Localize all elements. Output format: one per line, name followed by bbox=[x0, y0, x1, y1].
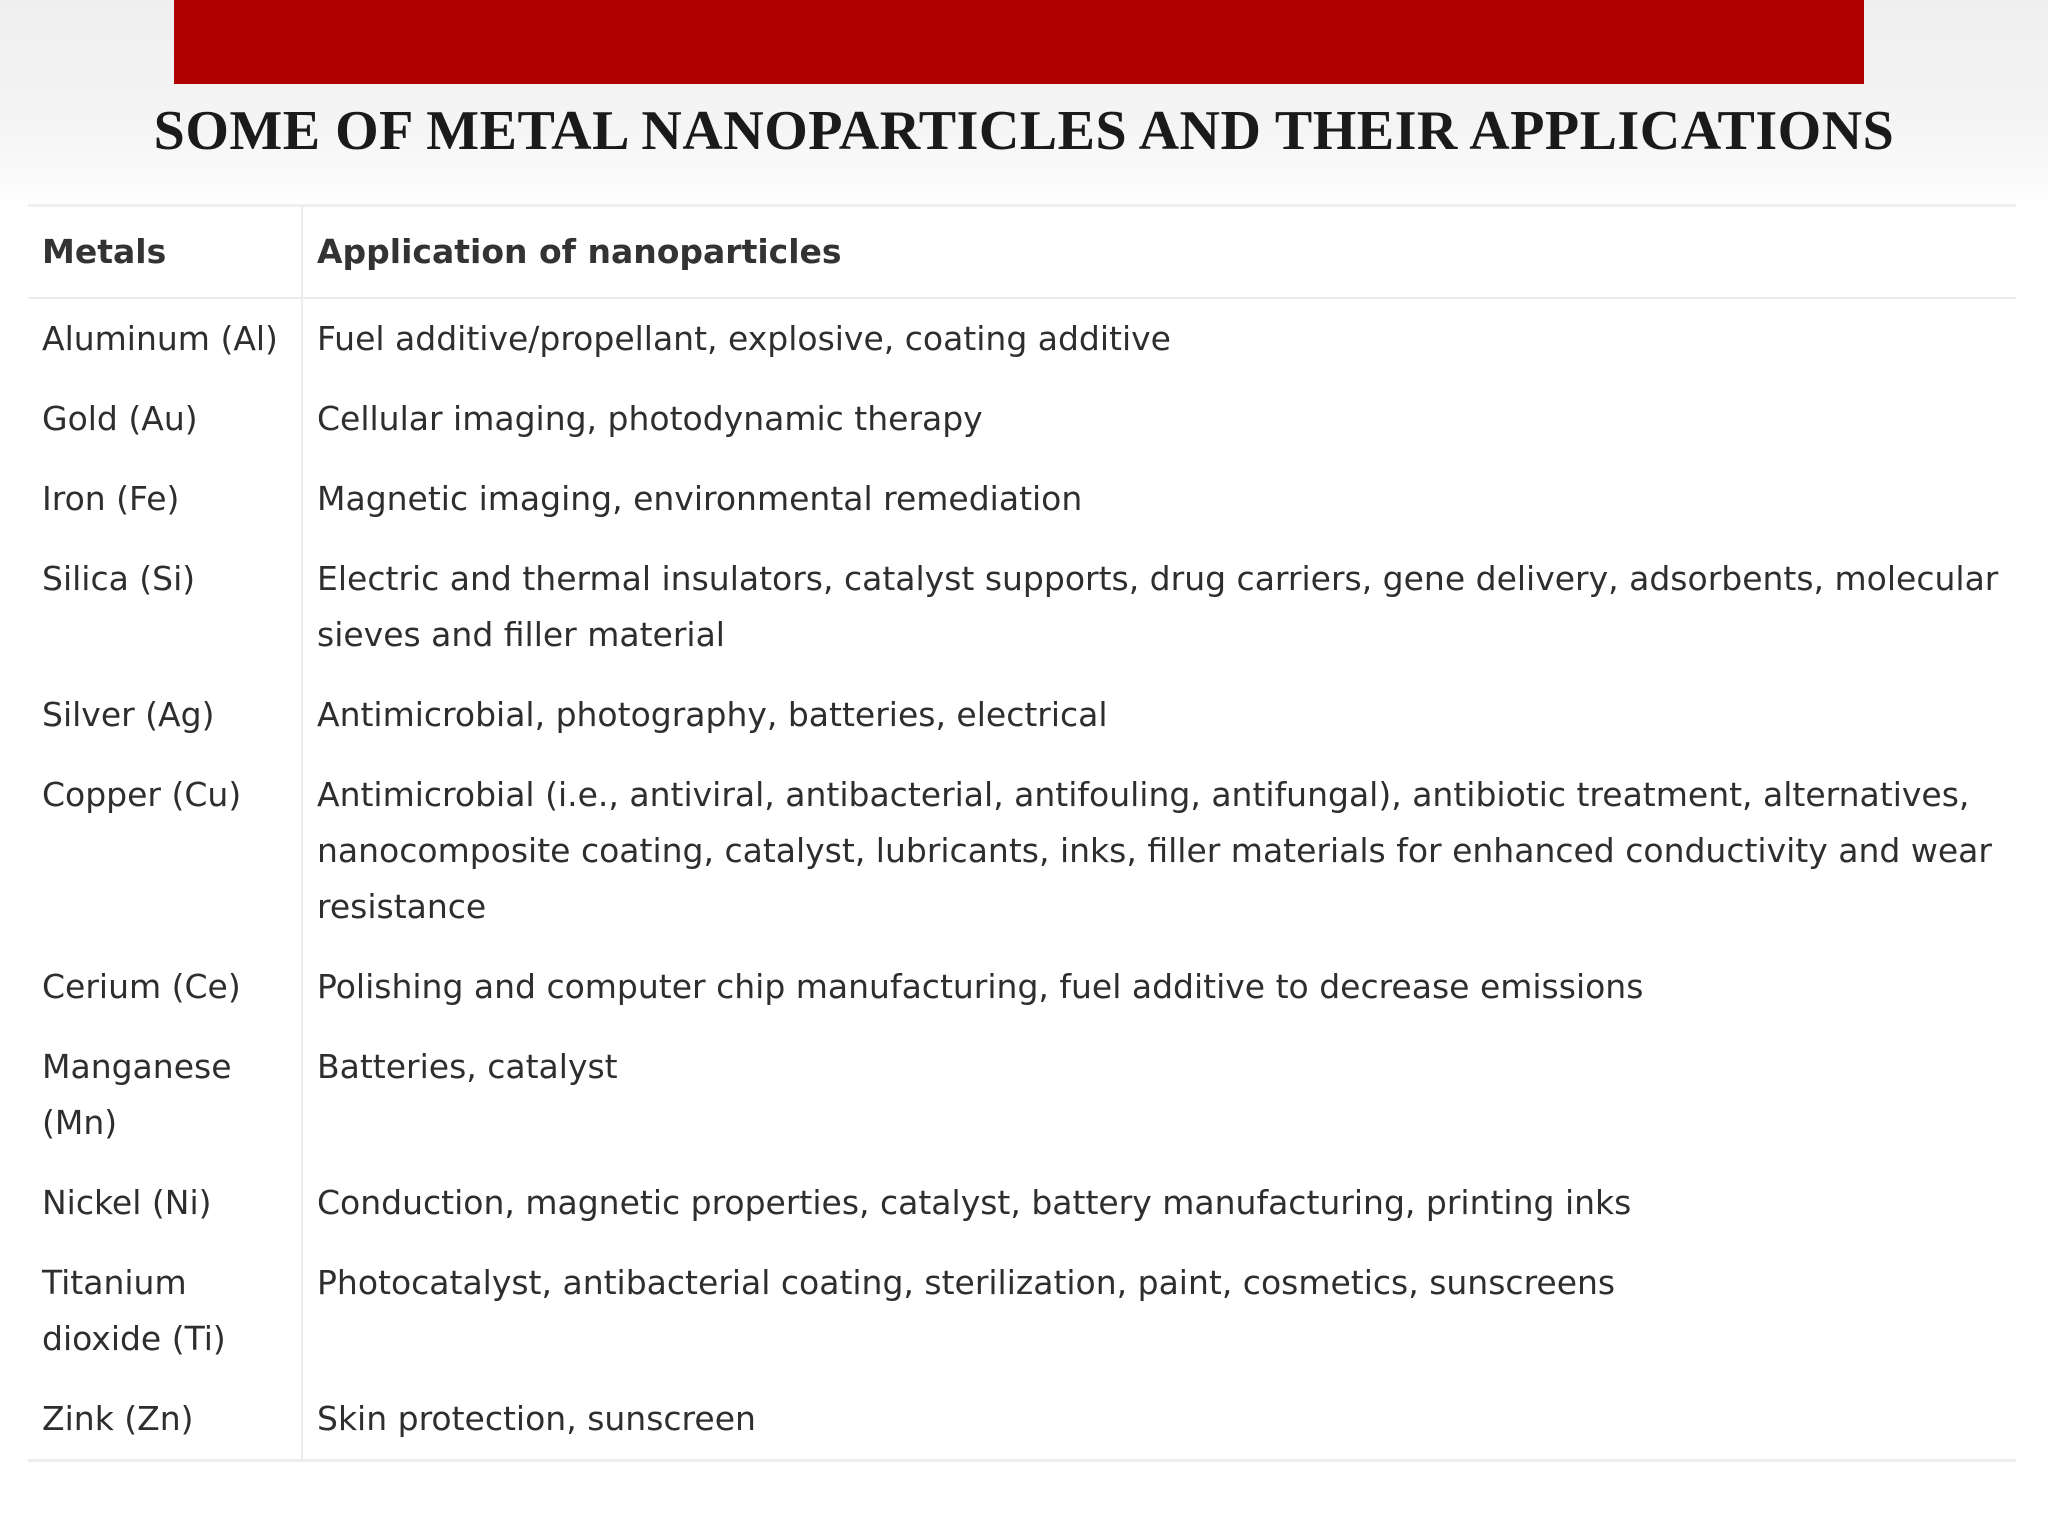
table-row bbox=[28, 1027, 2016, 1163]
metal-cell: Gold (Au) bbox=[28, 379, 302, 459]
application-cell: Conduction, magnetic properties, catalyst, battery manufacturing, printing inks bbox=[317, 1183, 1632, 1222]
application-cell: Cellular imaging, photodynamic therapy bbox=[317, 399, 983, 438]
application-cell: Electric and thermal insulators, catalyst supports, drug carriers, gene delivery, adsorbents, molecular sieves and filler material bbox=[317, 559, 1999, 654]
table-row bbox=[28, 675, 2016, 755]
table-row bbox=[28, 298, 2016, 379]
metal-cell: Titanium dioxide (Ti) bbox=[28, 1243, 302, 1379]
metal-cell: Nickel (Ni) bbox=[28, 1163, 302, 1243]
metal-cell: Manganese (Mn) bbox=[28, 1027, 302, 1163]
metal-cell: Silver (Ag) bbox=[28, 675, 302, 755]
metal-cell: Cerium (Ce) bbox=[28, 947, 302, 1027]
table-row bbox=[28, 459, 2016, 539]
nanoparticles-table bbox=[28, 204, 2016, 1462]
application-cell: Polishing and computer chip manufacturing, fuel additive to decrease emissions bbox=[317, 967, 1644, 1006]
table-row bbox=[28, 755, 2016, 947]
slide-title: SOME OF METAL NANOPARTICLES AND THEIR APPLICATIONS bbox=[153, 100, 1895, 162]
application-cell: Skin protection, sunscreen bbox=[302, 1379, 2016, 1461]
table-row bbox=[28, 379, 2016, 459]
metal-cell: Zink (Zn) bbox=[28, 1379, 302, 1461]
application-cell: Magnetic imaging, environmental remediation bbox=[317, 479, 1083, 518]
table-container bbox=[28, 204, 2016, 1530]
metal-cell: Copper (Cu) bbox=[28, 755, 302, 947]
metal-cell: Iron (Fe) bbox=[28, 459, 302, 539]
application-cell: Antimicrobial, photography, batteries, electrical bbox=[317, 695, 1108, 734]
application-cell: Batteries, catalyst bbox=[317, 1047, 618, 1086]
metal-cell: Silica (Si) bbox=[28, 539, 302, 675]
application-cell: Antimicrobial (i.e., antiviral, antibacterial, antifouling, antifungal), antibiotic treatment, alternatives, nanocomposite coating, catalyst, lubricants, inks, filler materials for enhanced conductivity and wear resistance bbox=[317, 775, 1992, 926]
metal-cell: Aluminum (Al) bbox=[28, 298, 302, 379]
header-application: Application of nanoparticles bbox=[302, 206, 2016, 299]
application-cell: Photocatalyst, antibacterial coating, sterilization, paint, cosmetics, sunscreens bbox=[317, 1263, 1616, 1302]
header-metals: Metals bbox=[28, 206, 302, 299]
application-cell: Fuel additive/propellant, explosive, coating additive bbox=[317, 319, 1171, 358]
table-header-row bbox=[28, 206, 2016, 299]
table-row bbox=[28, 539, 2016, 675]
title-accent-bar bbox=[174, 0, 1864, 84]
table-row bbox=[28, 1163, 2016, 1243]
table-row bbox=[28, 1243, 2016, 1379]
table-row bbox=[28, 1379, 2016, 1461]
table-row bbox=[28, 947, 2016, 1027]
